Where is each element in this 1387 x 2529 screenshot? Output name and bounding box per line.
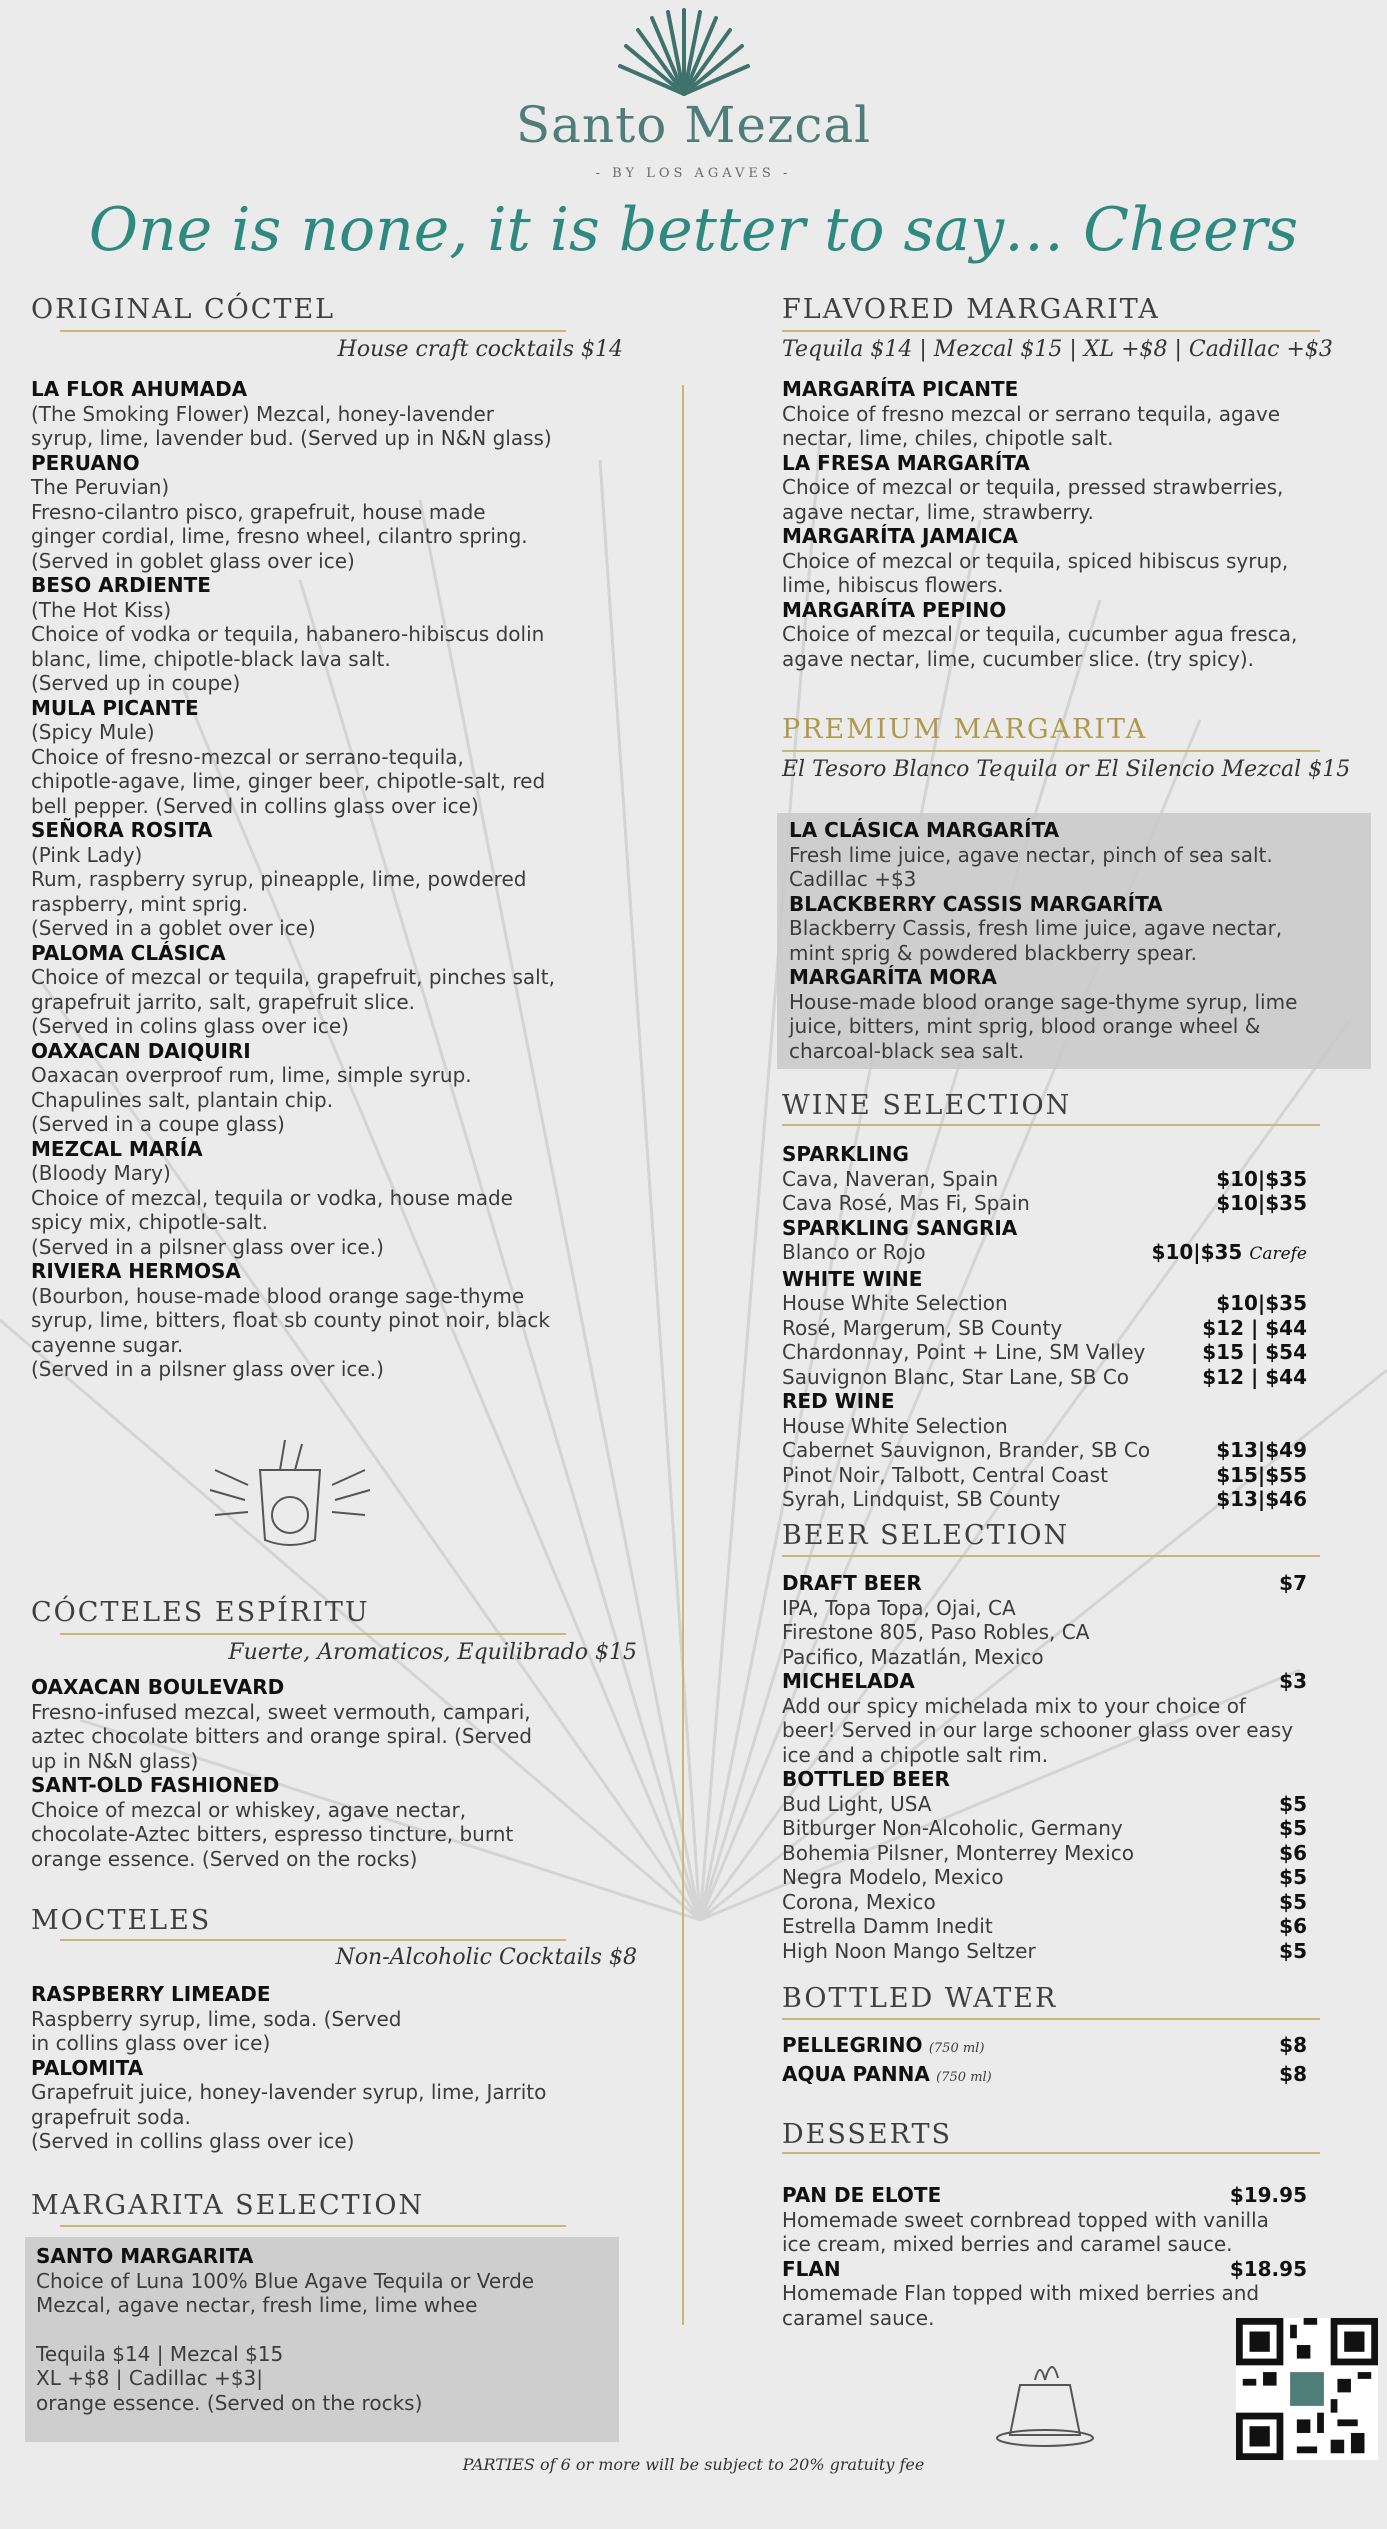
menu-item xyxy=(31,1982,651,2056)
item-description: (Pink Lady) Rum, raspberry syrup, pineapple, lime, powdered raspberry, mint sprig. (Served in a goblet over ice) xyxy=(31,842,527,940)
beer-row xyxy=(782,1890,1307,1915)
section-subtitle-mocteles: Non-Alcoholic Cocktails $8 xyxy=(335,1945,637,1970)
item-price: $18.95 xyxy=(1229,2256,1307,2281)
item-description: Homemade Flan topped with mixed berries and caramel sauce. xyxy=(782,2281,1260,2330)
section-title-original: ORIGINAL CÓCTEL xyxy=(31,294,336,325)
item-description: Choice of Luna 100% Blue Agave Tequila or Verde Mezcal, agave nectar, fresh lime, lime whee xyxy=(36,2268,535,2317)
item-name: LA FRESA MARGARÍTA xyxy=(782,450,1030,475)
item-name: PAN DE ELOTE xyxy=(782,2183,942,2207)
dessert-row xyxy=(782,2257,1307,2282)
beer-category-row xyxy=(782,1669,1307,1694)
item-name: OAXACAN BOULEVARD xyxy=(31,1675,285,1699)
wine-price: $13|$46 xyxy=(1216,1487,1307,1511)
item-name: RASPBERRY LIMEADE xyxy=(31,1982,271,2006)
menu-item xyxy=(31,573,651,696)
menu-item xyxy=(31,2056,651,2154)
menu-item xyxy=(782,377,1342,451)
gratuity-footer: PARTIES of 6 or more will be subject to 20% gratuity fee xyxy=(462,2455,925,2474)
item-description: Blackberry Cassis, fresh lime juice, agave nectar, mint sprig & powdered blackberry spear. xyxy=(789,916,1283,965)
item-description: Choice of mezcal or tequila, grapefruit, pinches salt, grapefruit jarrito, salt, grapefruit slice. (Served in colins glass over ice) xyxy=(31,965,555,1038)
beer-name: Bitburger Non-Alcoholic, Germany xyxy=(782,1816,1123,1840)
item-description: Choice of mezcal or whiskey, agave nectar, chocolate-Aztec bitters, espresso tincture, burnt orange essence. (Served on the rocks) xyxy=(31,1797,514,1871)
section-title-wine: WINE SELECTION xyxy=(782,1090,1072,1121)
wine-price: $13|$49 xyxy=(1216,1438,1307,1462)
menu-item xyxy=(31,1259,651,1382)
section-title-beer: BEER SELECTION xyxy=(782,1520,1070,1551)
item-description: (The Smoking Flower) Mezcal, honey-lavender syrup, lime, lavender bud. (Served up in N&N glass) xyxy=(31,401,552,450)
item-name: PALOMA CLÁSICA xyxy=(31,940,226,965)
qr-code-icon[interactable] xyxy=(1236,2318,1378,2460)
wine-price: $15 | $54 xyxy=(1202,1340,1307,1364)
beer-row xyxy=(782,1792,1307,1817)
item-name: SANTO MARGARITA xyxy=(36,2244,254,2268)
item-name: PALOMITA xyxy=(31,2055,144,2080)
menu-item xyxy=(789,892,1364,966)
wine-row xyxy=(782,1438,1307,1463)
beer-price: $6 xyxy=(1279,1914,1307,1938)
section-title-water: BOTTLED WATER xyxy=(782,1983,1058,2014)
menu-item xyxy=(782,524,1342,598)
menu-item xyxy=(789,818,1364,892)
wine-row xyxy=(782,1365,1307,1390)
wine-list xyxy=(782,1142,1307,1512)
section-rule xyxy=(60,330,566,332)
beer-category: BOTTLED BEER xyxy=(782,1767,950,1791)
wine-row xyxy=(782,1463,1307,1488)
water-size: (750 ml) xyxy=(928,2041,985,2056)
item-name: PERUANO xyxy=(31,450,140,475)
wine-price: $10|$35 xyxy=(1216,1291,1307,1315)
wine-name: Cabernet Sauvignon, Brander, SB Co xyxy=(782,1438,1151,1462)
beer-name: Estrella Damm Inedit xyxy=(782,1914,993,1938)
section-rule xyxy=(60,1939,566,1941)
menu-item xyxy=(782,451,1342,525)
brand-subtitle: - BY LOS AGAVES - xyxy=(595,166,792,181)
beer-price: $5 xyxy=(1279,1791,1307,1816)
michelada-description: Add our spicy michelada mix to your choice of beer! Served in our large schooner glass over easy ice and a chipotle salt rim. xyxy=(782,1693,1294,1767)
item-name: BLACKBERRY CASSIS MARGARÍTA xyxy=(789,891,1163,916)
item-name: RIVIERA HERMOSA xyxy=(31,1259,241,1283)
item-price: $19.95 xyxy=(1229,2183,1307,2207)
water-name: AQUA PANNA xyxy=(782,2061,930,2086)
item-description: (Bourbon, house-made blood orange sage-thyme syrup, lime, bitters, float sb county pinot noir, black cayenne sugar. (Served in a pilsner glass over ice.) xyxy=(31,1283,551,1381)
item-name: LA FLOR AHUMADA xyxy=(31,377,248,401)
wine-category: SPARKLING SANGRIA xyxy=(782,1215,1018,1240)
wine-category: SPARKLING xyxy=(782,1142,909,1166)
beer-price: $5 xyxy=(1279,1938,1307,1963)
menu-item xyxy=(31,377,651,451)
item-description: Raspberry syrup, lime, soda. (Served in collins glass over ice) xyxy=(31,2006,402,2055)
menu-item xyxy=(782,2183,1307,2257)
wine-row xyxy=(782,1191,1307,1216)
premium-margarita-list xyxy=(789,818,1364,1063)
item-name: MULA PICANTE xyxy=(31,695,199,720)
beer-name: Bohemia Pilsner, Monterrey Mexico xyxy=(782,1840,1134,1865)
menu-item xyxy=(31,1675,651,1773)
item-description: Fresno-infused mezcal, sweet vermouth, campari, aztec chocolate bitters and orange spiral. (Served up in N&N glass) xyxy=(31,1699,532,1773)
menu-item xyxy=(31,818,651,941)
item-description: (The Hot Kiss) Choice of vodka or tequila, habanero-hibiscus dolin blanc, lime, chipotle-black lava salt. (Served up in coupe) xyxy=(31,597,545,695)
item-name: LA CLÁSICA MARGARÍTA xyxy=(789,818,1060,842)
item-description: Fresh lime juice, agave nectar, pinch of sea salt. Cadillac +$3 xyxy=(789,842,1273,891)
wine-row xyxy=(782,1316,1307,1341)
beer-name: Pacifico, Mazatlán, Mexico xyxy=(782,1644,1044,1669)
wine-name: Pinot Noir, Talbott, Central Coast xyxy=(782,1462,1108,1487)
dessert-row xyxy=(782,2183,1307,2208)
item-description: Oaxacan overproof rum, lime, simple syrup. Chapulines salt, plantain chip. (Served in a coupe glass) xyxy=(31,1063,472,1136)
item-name: SEÑORA ROSITA xyxy=(31,818,213,842)
water-name: PELLEGRINO xyxy=(782,2033,923,2057)
menu-item xyxy=(31,696,651,819)
beer-row xyxy=(782,1865,1307,1890)
wine-name: Syrah, Lindquist, SB County xyxy=(782,1487,1061,1511)
item-prices: Tequila $14 | Mezcal $15 XL +$8 | Cadillac +$3| orange essence. (Served on the rocks) xyxy=(36,2341,423,2415)
beer-name: Firestone 805, Paso Robles, CA xyxy=(782,1620,1090,1644)
espiritu-cocktail-list xyxy=(31,1675,651,1871)
section-title-premium: PREMIUM MARGARITA xyxy=(782,714,1148,745)
section-title-margarita-selection: MARGARITA SELECTION xyxy=(31,2190,425,2221)
beer-price: $6 xyxy=(1279,1840,1307,1865)
water-list xyxy=(782,2033,1307,2090)
wine-name: Cava Rosé, Mas Fi, Spain xyxy=(782,1191,1030,1215)
item-description: Grapefruit juice, honey-lavender syrup, lime, Jarrito grapefruit soda. (Served in collins glass over ice) xyxy=(31,2080,547,2153)
water-row xyxy=(782,2062,1307,2091)
section-subtitle-flavored: Tequila $14 | Mezcal $15 | XL +$8 | Cadillac +$3 xyxy=(782,337,1333,362)
beer-price: $5 xyxy=(1279,1889,1307,1914)
wine-name: Sauvignon Blanc, Star Lane, SB Co xyxy=(782,1364,1130,1389)
wine-name: Blanco or Rojo xyxy=(782,1240,926,1264)
item-name: MARGARÍTA PEPINO xyxy=(782,597,1007,622)
beer-price: $3 xyxy=(1279,1669,1307,1693)
beer-price: $5 xyxy=(1279,1816,1307,1840)
wine-row xyxy=(782,1291,1307,1316)
wine-category: RED WINE xyxy=(782,1389,895,1413)
wine-category: WHITE WINE xyxy=(782,1266,923,1291)
beer-row xyxy=(782,1645,1307,1670)
section-rule xyxy=(782,2152,1320,2154)
agave-logo-icon xyxy=(618,4,750,96)
beer-name: Corona, Mexico xyxy=(782,1889,936,1914)
menu-item xyxy=(31,941,651,1039)
wine-price: $10|$35 xyxy=(1216,1166,1307,1191)
mocteles-list xyxy=(31,1982,651,2154)
water-row xyxy=(782,2033,1307,2062)
section-rule xyxy=(60,2225,566,2227)
beer-row xyxy=(782,1914,1307,1939)
wine-price: $12 | $44 xyxy=(1202,1364,1307,1389)
item-description: Choice of mezcal or tequila, spiced hibiscus syrup, lime, hibiscus flowers. xyxy=(782,548,1289,597)
carafe-note: Carefe xyxy=(1249,1244,1307,1264)
column-divider xyxy=(682,385,684,2325)
section-subtitle-original: House craft cocktails $14 xyxy=(337,337,623,362)
section-title-mocteles: MOCTELES xyxy=(31,1905,212,1936)
menu-item xyxy=(31,1773,651,1871)
brand-name: Santo Mezcal xyxy=(515,96,872,154)
section-subtitle-espiritu: Fuerte, Aromaticos, Equilibrado $15 xyxy=(228,1640,637,1665)
wine-price: $12 | $44 xyxy=(1202,1315,1307,1340)
water-price: $8 xyxy=(1279,2061,1307,2086)
flavored-margarita-list xyxy=(782,377,1342,671)
item-description: House-made blood orange sage-thyme syrup, lime juice, bitters, mint sprig, blood orange wheel & charcoal-black sea salt. xyxy=(789,989,1298,1063)
item-description: The Peruvian) Fresno-cilantro pisco, grapefruit, house made ginger cordial, lime, fresno wheel, cilantro spring. (Served in goblet glass over ice) xyxy=(31,475,528,573)
cocktail-glass-icon xyxy=(190,1430,390,1560)
desserts-list xyxy=(782,2183,1307,2330)
beer-price: $7 xyxy=(1279,1571,1307,1595)
section-rule xyxy=(782,1124,1320,1126)
beer-row xyxy=(782,1816,1307,1841)
water-price: $8 xyxy=(1279,2033,1307,2057)
section-subtitle-premium: El Tesoro Blanco Tequila or El Silencio Mezcal $15 xyxy=(782,757,1351,782)
item-description: (Spicy Mule) Choice of fresno-mezcal or serrano-tequila, chipotle-agave, lime, ginger beer, chipotle-salt, red bell pepper. (Served in collins glass over ice) xyxy=(31,720,546,818)
item-name: MARGARÍTA PICANTE xyxy=(782,377,1019,401)
beer-row xyxy=(782,1841,1307,1866)
section-rule xyxy=(60,1633,566,1635)
item-name: BESO ARDIENTE xyxy=(31,573,211,597)
wine-name: House White Selection xyxy=(782,1413,1008,1438)
wine-price: $15|$55 xyxy=(1216,1462,1307,1487)
item-name: OAXACAN DAIQUIRI xyxy=(31,1038,251,1063)
item-description: Choice of fresno mezcal or serrano tequila, agave nectar, lime, chiles, chipotle salt. xyxy=(782,401,1281,450)
item-name: MARGARÍTA JAMAICA xyxy=(782,524,1018,548)
item-name: MARGARÍTA MORA xyxy=(789,965,997,989)
beer-category: MICHELADA xyxy=(782,1669,915,1693)
item-name: FLAN xyxy=(782,2256,841,2281)
item-name: MEZCAL MARÍA xyxy=(31,1136,203,1161)
beer-name: Negra Modelo, Mexico xyxy=(782,1865,1004,1889)
item-description: (Bloody Mary) Choice of mezcal, tequila or vodka, house made spicy mix, chipotle-salt. (Served in a pilsner glass over ice.) xyxy=(31,1161,513,1259)
beer-category: DRAFT BEER xyxy=(782,1571,922,1595)
wine-row xyxy=(782,1167,1307,1192)
menu-item xyxy=(31,451,651,574)
beer-name: Bud Light, USA xyxy=(782,1791,932,1816)
section-rule xyxy=(782,2018,1320,2020)
item-description: Choice of mezcal or tequila, pressed strawberries, agave nectar, lime, strawberry. xyxy=(782,475,1284,524)
menu-item xyxy=(31,1039,651,1137)
sangria-price: $10|$35 xyxy=(1151,1240,1243,1264)
section-title-espiritu: CÓCTELES ESPÍRITU xyxy=(31,1597,370,1628)
wine-name: Chardonnay, Point + Line, SM Valley xyxy=(782,1340,1146,1364)
wine-row xyxy=(782,1414,1307,1439)
menu-item xyxy=(789,965,1364,1063)
flan-icon xyxy=(990,2340,1100,2450)
section-title-flavored: FLAVORED MARGARITA xyxy=(782,294,1160,325)
wine-price: $10|$35 xyxy=(1216,1191,1307,1215)
item-description: Choice of mezcal or tequila, cucumber agua fresca, agave nectar, lime, cucumber slice. (try spicy). xyxy=(782,622,1298,671)
beer-list xyxy=(782,1571,1307,1963)
beer-name: High Noon Mango Seltzer xyxy=(782,1938,1036,1963)
wine-row xyxy=(782,1487,1307,1512)
section-title-desserts: DESSERTS xyxy=(782,2119,952,2150)
wine-name: Rosé, Margerum, SB County xyxy=(782,1315,1063,1340)
wine-row xyxy=(782,1240,1307,1267)
water-size: (750 ml) xyxy=(936,2069,992,2085)
beer-row xyxy=(782,1939,1307,1964)
item-name: SANT-OLD FASHIONED xyxy=(31,1773,280,1797)
menu-item xyxy=(31,1137,651,1260)
beer-price: $5 xyxy=(1279,1865,1307,1889)
santo-margarita-item xyxy=(36,2244,616,2415)
section-rule xyxy=(782,750,1320,752)
wine-name: House White Selection xyxy=(782,1291,1008,1315)
item-description: Homemade sweet cornbread topped with vanilla ice cream, mixed berries and caramel sauce. xyxy=(782,2207,1269,2256)
wine-price xyxy=(1152,1240,1307,1267)
menu-item xyxy=(782,598,1342,672)
original-cocktail-list xyxy=(31,377,651,1382)
wine-row xyxy=(782,1340,1307,1365)
section-rule xyxy=(782,330,1320,332)
beer-row xyxy=(782,1620,1307,1645)
menu-item xyxy=(782,2257,1307,2331)
beer-category-row xyxy=(782,1571,1307,1596)
section-rule xyxy=(782,1555,1320,1557)
beer-row xyxy=(782,1596,1307,1621)
wine-name: Cava, Naveran, Spain xyxy=(782,1166,999,1191)
beer-name: IPA, Topa Topa, Ojai, CA xyxy=(782,1595,1016,1620)
tagline: One is none, it is better to say… Cheers xyxy=(88,195,1299,265)
